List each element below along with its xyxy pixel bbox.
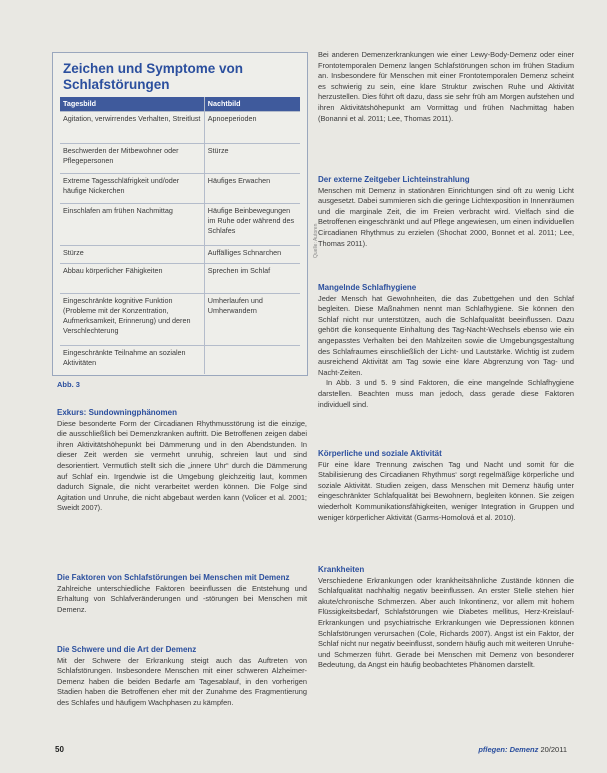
- symptoms-box-title: Zeichen und Symptome von Schlafstörungen: [63, 61, 244, 92]
- activity-section: [318, 449, 574, 523]
- hygiene-heading: Mangelnde Schlafhygiene: [318, 283, 417, 292]
- light-heading: Der externe Zeitgeber Lichteinstrahlung: [318, 175, 470, 184]
- severity-text: Mit der Schwere der Erkrankung steigt auch das Auftreten von Schlafstörungen. Insbesondere Menschen mit einer schweren Alzheimer-Demenz haben die beiden Bedarfe am Tagesablauf, in den vorherigen Stadien haben die Betroffenen eher mit der Zunahme des Fragmentierung des Schlafes und häufigem Wachphasen zu kämpfen.: [57, 655, 307, 707]
- exkurs-section: [57, 408, 307, 514]
- activity-text: Für eine klare Trennung zwischen Tag und Nacht und somit für die Stabilisierung des Circadianen Rhythmus‘ sorgt regelmäßige körperliche und soziale Aktivität. Studien zeigen, dass Menschen mit Demenz häufig unter eingeschränkter Schlafqualität bei Bewohnern, begleiten können. Sie zeigen wiederholt Kommunikationsfähigkeiten, weniger Integration in Gruppen und weniger körperlicher Aktivität (Garms-Homolová et al. 2010).: [318, 459, 574, 522]
- factors-heading: Die Faktoren von Schlafstörungen bei Menschen mit Demenz: [57, 573, 290, 582]
- factors-text: Zahlreiche unterschiedliche Faktoren beeinflussen die Entstehung und Erhaltung von Schlafveränderungen und -störungen bei Menschen mit Demenz.: [57, 583, 307, 614]
- magazine-issue: 20/2011: [540, 745, 567, 754]
- table-row: Extreme Tagesschläfrigkeit und/oder häufige Nickerchen Häufiges Erwachen: [60, 174, 300, 204]
- table-row: Einschlafen am frühen Nachmittag Häufige Beinbewegungen im Ruhe oder während des Schlafes: [60, 204, 300, 246]
- table-row: Agitation, verwirrendes Verhalten, Streitlust Apnoeperioden: [60, 112, 300, 144]
- exkurs-text: Diese besonderte Form der Circadianen Rhythmusstörung ist die einzige, die ausschließlich bei Demenzkranken auftritt. Die Betroffenen zeigen dabei ihren Aktivitätshöhepunkt bei Dämmerung und in den Abendstunden. In dieser Zeit werden sie vermehrt unruhig, schreien laut und sind desorientiert. Vermutlich stellt sich die „innere Uhr“ durch die Dämmerung auf Schlaf ein. Irgendwie ist die Umgebung gleichzeitig laut, kommen dadurch Signale, die nicht verarbeitet werden können. Die Folge sind Agitation und Unruhe, die nicht abgebaut werden kann (Volicer et al. 2001; Sweidt 2007).: [57, 418, 307, 513]
- disease-text: Verschiedene Erkrankungen oder krankheitsähnliche Zustände können die Schlafqualität nachhaltig negativ beeinflussen. An erster Stelle stehen hier akute/chronische Schmerzen. Aber auch Inkontinenz, vor allem mit hohem Flüssigkeitsbedarf, Schlafstörungen wie Diabetes mellitus, Herz-Kreislauf-Erkrankungen und psychiatrische Erkrankungen wie Depressionen können Schlafstörungen verursachen (Cole, Richards 2007). Angst ist ein Faktor, der Schlaf nicht nur negativ beeinflusst, sondern häufig auch mit weiteren Unruhe- und Schmerzen führt. Gerade bei Menschen mit Demenz von besonderer Bedeutung, da Angst ein häufig beobachtetes Phänomen darstellt.: [318, 575, 574, 670]
- hygiene-section: [318, 283, 574, 410]
- table-row: Eingeschränkte Teilnahme an sozialen Aktivitäten: [60, 346, 300, 374]
- magazine-name: pflegen: Demenz: [478, 745, 539, 754]
- lewy-body-paragraph: Bei anderen Demenzerkrankungen wie einer Lewy-Body-Demenz oder einer Frontotemporalen Demenz langen Schlafstörungen schon im frühen Stadium an. Insbesondere für Menschen mit einer Frontotemporalen Demenz scheint es schwierig zu sein, eine klare Struktur zwischen Ruhe und Aktivität herzustellen. Dies führt oft dazu, dass sie sehr früh am Morgen aufstehen und ihren Aktivitätshöhepunkt am Vormittag und frühen Nachmittag haben (Bonanni et al. 2011; Lee, Thomas 2011).: [318, 50, 574, 123]
- symptoms-box: [52, 52, 308, 376]
- table-row: Abbau körperlicher Fähigkeiten Sprechen im Schlaf: [60, 264, 300, 294]
- light-text: Menschen mit Demenz in stationären Einrichtungen sind oft zu wenig Licht ausgesetzt. Dabei summieren sich die geringe Lichtexposition in Innenräumen und die marginale Zeit, die im Freien verbracht wird. Vielfach sind die Betroffenen eingeschränkt und auf Pflege angewiesen, um einen individuellen Circadianen Rhythmus zu erzielen (Shochat 2000, Bonnet et al. 2011; Lee, Thomas 2011).: [318, 185, 574, 248]
- disease-heading: Krankheiten: [318, 565, 365, 574]
- severity-section: [57, 645, 307, 709]
- source-label: Quelle: Autoren: [313, 223, 319, 258]
- symptoms-table: [60, 97, 300, 374]
- severity-heading: Die Schwere und die Art der Demenz: [57, 645, 197, 654]
- header-night: Nachtbild: [204, 97, 300, 112]
- disease-section: [318, 565, 574, 671]
- figure-caption: Abb. 3: [57, 380, 80, 389]
- light-section: [318, 175, 574, 249]
- magazine-footer: [478, 745, 567, 754]
- hygiene-note: In Abb. 3 und 5. 9 sind Faktoren, die eine mangelnde Schlafhygiene darstellen. Beachten muss man jedoch, dass gerade diese Faktoren individuell sind.: [318, 378, 574, 409]
- page-number: 50: [55, 745, 64, 754]
- activity-heading: Körperliche und soziale Aktivität: [318, 449, 442, 458]
- table-row: Eingeschränkte kognitive Funktion (Probleme mit der Konzentration, Aufmerksamkeit, Erinnerung) und deren Verschlechterung Umherlaufen und Umherwandern: [60, 294, 300, 346]
- exkurs-heading: Exkurs: Sundowningphänomen: [57, 408, 178, 417]
- table-row: Stürze Auffälliges Schnarchen: [60, 246, 300, 264]
- header-day: Tagesbild: [60, 97, 204, 112]
- factors-section: [57, 573, 307, 615]
- table-row: Beschwerden der Mitbewohner oder Pflegepersonen Stürze: [60, 144, 300, 174]
- hygiene-text: Jeder Mensch hat Gewohnheiten, die das Zubettgehen und den Schlaf begleiten. Diese Maßnahmen nennt man Schlafhygiene. Sie können den Schlaf nicht nur unterstützen, auch die Schlafqualität beeinflussen. Dazu gehört die konsequente Einhaltung des Tag-Nacht-Wechsels ebenso wie ein angepasstes Verhalten bei den Mahlzeiten sowie die Umgebungsgestaltung des Schlafraumes einschließlich der Licht- und Lautstärke. Wichtig ist zudem ausreichend Aktivität am Tag sowie eine klare Abgrenzung von Tag- und Nacht-Zeiten.: [318, 293, 574, 377]
